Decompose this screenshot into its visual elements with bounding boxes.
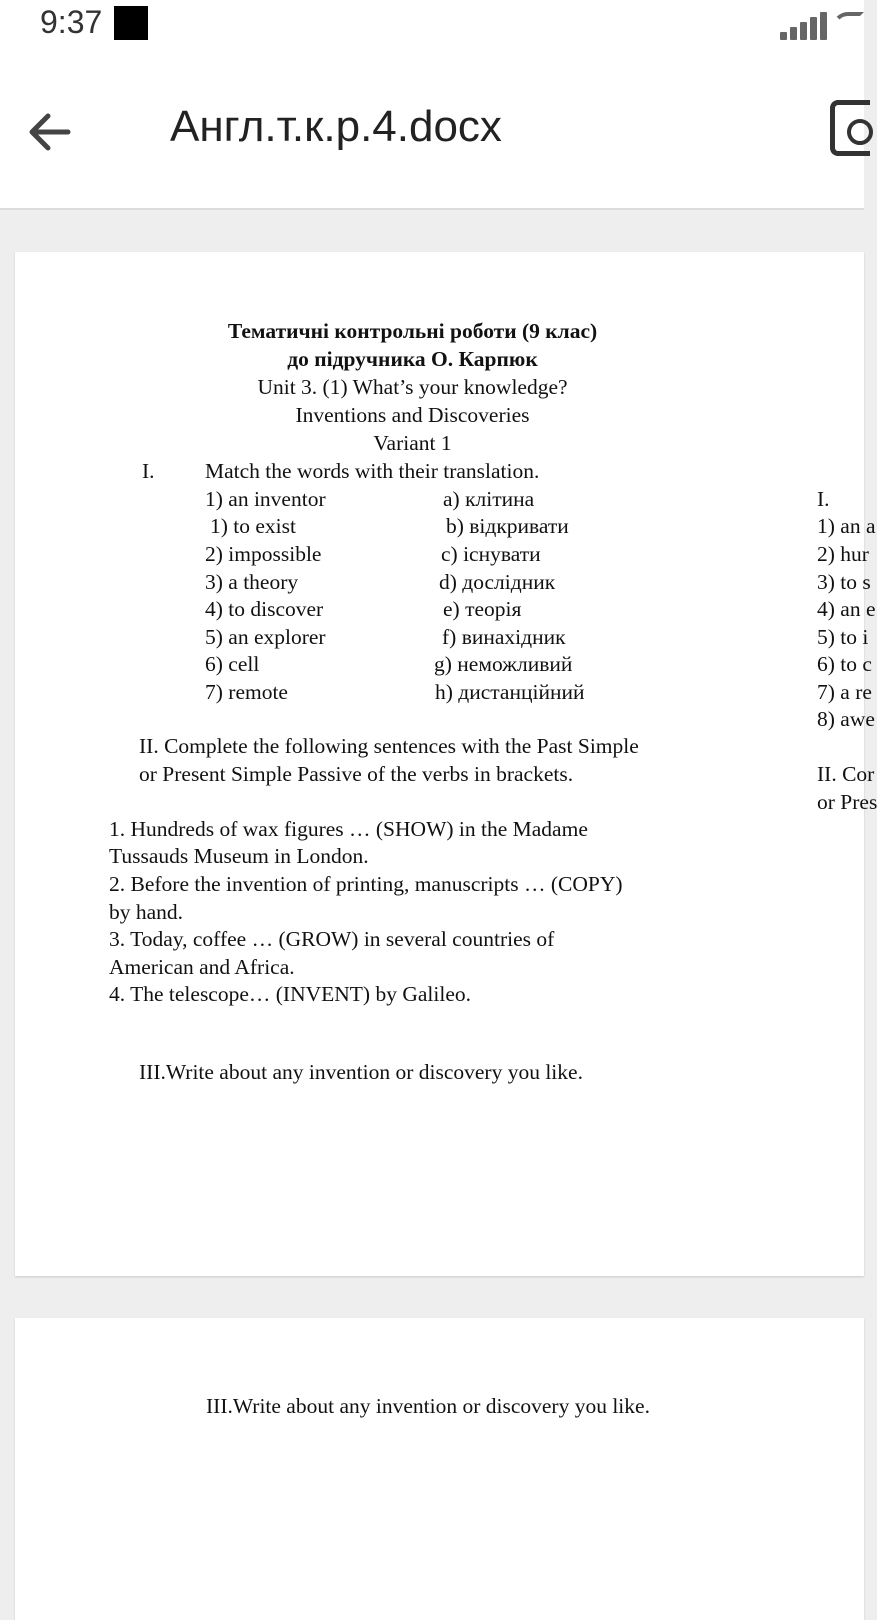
variant2-item: 4) an e bbox=[817, 597, 876, 621]
match-right-item: d) дослідник bbox=[439, 570, 556, 594]
variant2-section2-instruction: II. Cor bbox=[817, 762, 875, 786]
heading-title: Тематичні контрольні роботи (9 клас) bbox=[227, 319, 598, 343]
match-right-item: h) дистанційний bbox=[435, 680, 585, 704]
search-icon bbox=[847, 119, 873, 145]
exercise-line: by hand. bbox=[109, 900, 184, 924]
status-time: 9:37 bbox=[40, 4, 103, 40]
match-left-item: 3) a theory bbox=[205, 570, 299, 594]
variant2-item: 5) to i bbox=[817, 625, 869, 649]
match-left-item: 7) remote bbox=[205, 680, 288, 704]
section3-instruction: III.Write about any invention or discovery you like. bbox=[139, 1060, 583, 1084]
exercise-line: 1. Hundreds of wax figures … (SHOW) in the Madame bbox=[109, 817, 588, 841]
heading-subtitle: до підручника О. Карпюк bbox=[287, 347, 538, 371]
unit-heading: Unit 3. (1) What’s your knowledge? bbox=[257, 375, 568, 399]
variant2-item: 3) to s bbox=[817, 570, 871, 594]
match-left-item: 5) an explorer bbox=[205, 625, 326, 649]
wifi-icon bbox=[832, 12, 864, 44]
match-left-item: 2) impossible bbox=[205, 542, 322, 566]
match-left-item: 1) to exist bbox=[210, 514, 296, 538]
match-right-item: а) клітина bbox=[443, 487, 535, 511]
variant2-item: 1) an a bbox=[817, 514, 876, 538]
status-bar bbox=[0, 0, 864, 50]
section2-instruction: or Present Simple Passive of the verbs in brackets. bbox=[139, 762, 574, 786]
arrow-back-icon bbox=[22, 104, 78, 160]
topic-heading: Inventions and Discoveries bbox=[295, 403, 530, 427]
match-left-item: 4) to discover bbox=[205, 597, 324, 621]
match-left-item: 1) an inventor bbox=[205, 487, 326, 511]
section1-numeral: I. bbox=[142, 459, 155, 483]
find-in-document-button[interactable] bbox=[830, 100, 870, 156]
app-bar bbox=[0, 50, 864, 208]
exercise-line: 3. Today, coffee … (GROW) in several countries of bbox=[109, 927, 555, 951]
variant2-item: 6) to c bbox=[817, 652, 872, 676]
document-title: Англ.т.к.р.4.docx bbox=[170, 102, 502, 151]
variant2-section2-instruction: or Pres bbox=[817, 790, 877, 814]
match-right-item: g) неможливий bbox=[434, 652, 573, 676]
section1-instruction: Match the words with their translation. bbox=[205, 459, 540, 483]
variant2-item: 2) hur bbox=[817, 542, 869, 566]
exercise-line: 4. The telescope… (INVENT) by Galileo. bbox=[109, 982, 472, 1006]
match-left-item: 6) cell bbox=[205, 652, 260, 676]
variant2-column-cropped bbox=[801, 252, 877, 1276]
document-page-2[interactable] bbox=[15, 1318, 864, 1620]
match-right-item: c) існувати bbox=[441, 542, 541, 566]
section2-instruction: II. Complete the following sentences with the Past Simple bbox=[139, 734, 639, 758]
match-right-item: e) теорія bbox=[443, 597, 522, 621]
match-right-item: f) винахідник bbox=[442, 625, 566, 649]
variant-heading: Variant 1 bbox=[373, 431, 452, 455]
back-button[interactable] bbox=[22, 104, 78, 160]
section3-instruction: III.Write about any invention or discovery you like. bbox=[206, 1394, 650, 1418]
notification-icon bbox=[114, 6, 148, 40]
match-right-item: b) відкривати bbox=[446, 514, 569, 538]
document-page-1[interactable] bbox=[15, 252, 877, 1276]
variant2-section1-numeral: I. bbox=[817, 487, 830, 511]
exercise-line: American and Africa. bbox=[109, 955, 295, 979]
variant2-item: 8) awe bbox=[817, 707, 875, 731]
exercise-line: 2. Before the invention of printing, manuscripts … (COPY) bbox=[109, 872, 623, 896]
signal-icon bbox=[780, 10, 830, 40]
app-bar-divider bbox=[0, 208, 864, 210]
exercise-line: Tussauds Museum in London. bbox=[109, 844, 369, 868]
variant2-item: 7) a re bbox=[817, 680, 872, 704]
